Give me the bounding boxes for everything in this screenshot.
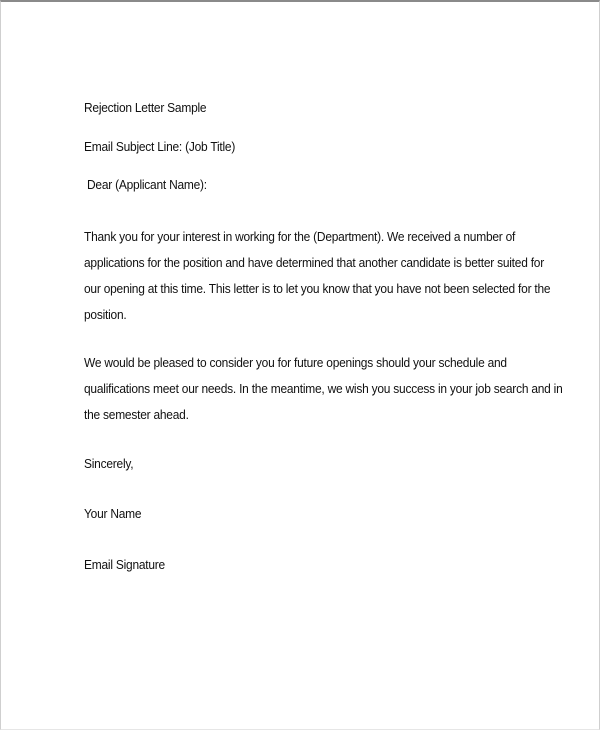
paragraph-1-line: applications for the position and have determined that another candidate is better suited for bbox=[84, 255, 544, 270]
sender-name: Your Name bbox=[84, 506, 142, 521]
paragraph-1-line: our opening at this time. This letter is to let you know that you have not been selected for the bbox=[84, 281, 551, 296]
paragraph-1-line: Thank you for your interest in working for the (Department). We received a number of bbox=[84, 229, 516, 244]
paragraph-2-line: the semester ahead. bbox=[84, 407, 189, 422]
closing: Sincerely, bbox=[84, 456, 134, 471]
salutation: Dear (Applicant Name): bbox=[87, 177, 207, 192]
paragraph-2-line: We would be pleased to consider you for future openings should your schedule and bbox=[84, 355, 507, 370]
email-signature: Email Signature bbox=[84, 557, 165, 572]
paragraph-1 bbox=[84, 224, 551, 328]
letter-heading: Rejection Letter Sample bbox=[84, 100, 207, 115]
paragraph-2-line: qualifications meet our needs. In the meantime, we wish you success in your job search and in bbox=[84, 381, 563, 396]
email-subject-line: Email Subject Line: (Job Title) bbox=[84, 139, 236, 154]
paragraph-1-line: position. bbox=[84, 307, 127, 322]
paragraph-2 bbox=[84, 350, 563, 428]
